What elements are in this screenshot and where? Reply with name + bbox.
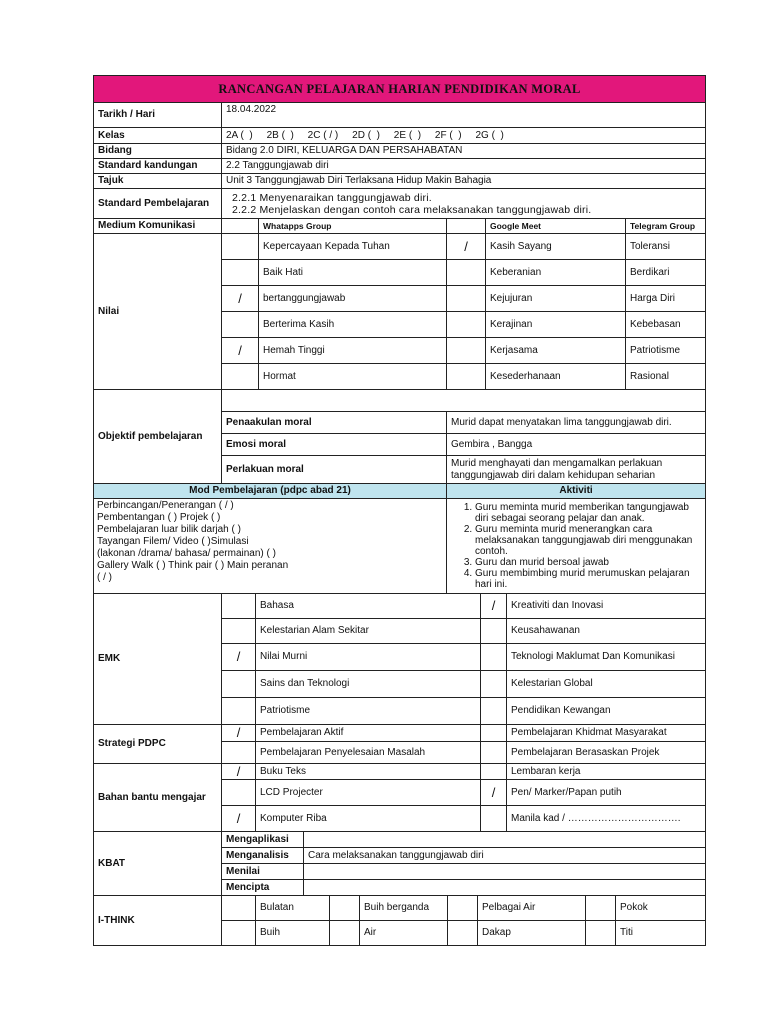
bahan-item: Lembaran kerja bbox=[507, 764, 706, 780]
nilai-item: Kebebasan bbox=[626, 312, 706, 338]
nilai-item: Keberanian bbox=[486, 260, 626, 286]
nilai-check[interactable] bbox=[447, 364, 486, 390]
nilai-item: Kesederhanaan bbox=[486, 364, 626, 390]
bahan-check[interactable]: / bbox=[222, 806, 256, 832]
emk-check[interactable] bbox=[222, 671, 256, 698]
emk-item: Nilai Murni bbox=[256, 644, 481, 671]
emk-check[interactable] bbox=[222, 619, 256, 644]
kelas-label: Kelas bbox=[94, 128, 222, 144]
emk-item: Kelestarian Global bbox=[507, 671, 706, 698]
ithink-item: Dakap bbox=[478, 921, 586, 946]
nilai-item: Patriotisme bbox=[626, 338, 706, 364]
page-title: RANCANGAN PELAJARAN HARIAN PENDIDIKAN MORAL bbox=[94, 76, 706, 103]
bahan-item: Manila kad / ……………………………. bbox=[507, 806, 706, 832]
nilai-check[interactable]: / bbox=[222, 338, 259, 364]
mod-line: Pembelajaran luar bilik darjah ( ) bbox=[97, 524, 241, 535]
aktiviti-list bbox=[447, 499, 706, 594]
emk-check[interactable] bbox=[481, 698, 507, 725]
ithink-table bbox=[93, 895, 706, 946]
nilai-item: Kerjasama bbox=[486, 338, 626, 364]
kbat-row-label: Mengaplikasi bbox=[222, 832, 304, 848]
bidang-label: Bidang bbox=[94, 144, 222, 159]
emk-check[interactable] bbox=[481, 619, 507, 644]
strategi-check[interactable]: / bbox=[222, 725, 256, 742]
nilai-item: Baik Hati bbox=[259, 260, 447, 286]
nilai-item: Kepercayaan Kepada Tuhan bbox=[259, 234, 447, 260]
ithink-item: Buih bbox=[256, 921, 330, 946]
objektif-blank bbox=[222, 390, 706, 412]
nilai-item: Hemah Tinggi bbox=[259, 338, 447, 364]
medium-option-whatsapp: Whatapps Group bbox=[259, 219, 447, 234]
mod-line: Tayangan Filem/ Video ( )Simulasi bbox=[97, 536, 249, 547]
nilai-check[interactable]: / bbox=[222, 286, 259, 312]
mod-line: Gallery Walk ( ) Think pair ( ) Main peranan bbox=[97, 560, 289, 571]
kbat-table bbox=[93, 831, 706, 896]
objektif-row-value: Gembira , Bangga bbox=[447, 434, 706, 456]
strategi-check[interactable] bbox=[222, 742, 256, 764]
nilai-item: Toleransi bbox=[626, 234, 706, 260]
mod-header: Mod Pembelajaran (pdpc abad 21) bbox=[94, 484, 447, 499]
strategi-item: Pembelajaran Berasaskan Projek bbox=[507, 742, 706, 764]
nilai-item: Hormat bbox=[259, 364, 447, 390]
tarikh-value: 18.04.2022 bbox=[222, 103, 706, 128]
standard-pembelajaran-item: 2.2.2 Menjelaskan dengan contoh cara melaksanakan tanggungjawab diri. bbox=[232, 203, 592, 216]
strategi-item: Pembelajaran Aktif bbox=[256, 725, 481, 742]
kbat-row-value bbox=[304, 864, 706, 880]
bahan-label: Bahan bantu mengajar bbox=[94, 764, 222, 832]
mod-list bbox=[94, 499, 447, 594]
kbat-row-label: Mencipta bbox=[222, 880, 304, 896]
tajuk-label: Tajuk bbox=[94, 174, 222, 189]
objektif-row-label: Perlakuan moral bbox=[222, 456, 447, 484]
kelas-value: 2A ( ) 2B ( ) 2C ( / ) 2D ( ) 2E ( ) 2F ( ) 2G ( ) bbox=[222, 128, 706, 144]
emk-check[interactable] bbox=[481, 644, 507, 671]
mod-line: (lakonan /drama/ bahasa/ permainan) ( ) bbox=[97, 548, 276, 559]
emk-check[interactable]: / bbox=[222, 644, 256, 671]
objektif-row-value: Murid menghayati dan mengamalkan perlakuan tanggungjawab diri dalam kehidupan seharian bbox=[447, 456, 706, 484]
bahan-check[interactable]: / bbox=[222, 764, 256, 780]
ithink-check[interactable] bbox=[448, 896, 478, 921]
mod-line: ( / ) bbox=[97, 572, 112, 583]
kbat-row-value bbox=[304, 880, 706, 896]
lesson-plan-table bbox=[93, 75, 706, 594]
tarikh-label: Tarikh / Hari bbox=[94, 103, 222, 128]
mod-line: Pembentangan ( ) Projek ( ) bbox=[97, 512, 221, 523]
nilai-check[interactable] bbox=[222, 234, 259, 260]
ithink-check[interactable] bbox=[222, 921, 256, 946]
bahan-check[interactable]: / bbox=[481, 780, 507, 806]
bahan-check[interactable] bbox=[222, 780, 256, 806]
objektif-row-label: Penaakulan moral bbox=[222, 412, 447, 434]
ithink-label: I-THINK bbox=[94, 896, 222, 946]
nilai-item: Berdikari bbox=[626, 260, 706, 286]
lesson-plan-sheet bbox=[93, 75, 705, 946]
strategi-check[interactable] bbox=[481, 742, 507, 764]
strategi-item: Pembelajaran Penyelesaian Masalah bbox=[256, 742, 481, 764]
nilai-item: Kasih Sayang bbox=[486, 234, 626, 260]
ithink-item: Titi bbox=[616, 921, 706, 946]
nilai-item: Berterima Kasih bbox=[259, 312, 447, 338]
strategi-item: Pembelajaran Khidmat Masyarakat bbox=[507, 725, 706, 742]
ithink-check[interactable] bbox=[586, 896, 616, 921]
ithink-check[interactable] bbox=[330, 921, 360, 946]
bidang-value: Bidang 2.0 DIRI, KELUARGA DAN PERSAHABATAN bbox=[222, 144, 706, 159]
strategi-label: Strategi PDPC bbox=[94, 725, 222, 764]
aktiviti-item: 2. Guru meminta murid menerangkan cara melaksanakan tanggungjawab diri menggunakan contoh. bbox=[475, 524, 701, 557]
ithink-item: Bulatan bbox=[256, 896, 330, 921]
mod-line: Perbincangan/Penerangan ( / ) bbox=[97, 500, 234, 511]
nilai-check[interactable] bbox=[447, 338, 486, 364]
ithink-item: Air bbox=[360, 921, 448, 946]
emk-check[interactable] bbox=[222, 698, 256, 725]
medium-option-meet: Google Meet bbox=[486, 219, 626, 234]
nilai-item: Kerajinan bbox=[486, 312, 626, 338]
objektif-label: Objektif pembelajaran bbox=[94, 390, 222, 484]
medium-check-meet[interactable] bbox=[447, 219, 486, 234]
nilai-item: bertanggungjawab bbox=[259, 286, 447, 312]
emk-item: Kelestarian Alam Sekitar bbox=[256, 619, 481, 644]
objektif-row-value: Murid dapat menyatakan lima tanggungjawab diri. bbox=[447, 412, 706, 434]
standard-kandungan-label: Standard kandungan bbox=[94, 159, 222, 174]
tajuk-value: Unit 3 Tanggungjawab Diri Terlaksana Hidup Makin Bahagia bbox=[222, 174, 706, 189]
nilai-check[interactable] bbox=[222, 260, 259, 286]
nilai-check[interactable] bbox=[222, 312, 259, 338]
emk-item: Pendidikan Kewangan bbox=[507, 698, 706, 725]
emk-item: Teknologi Maklumat Dan Komunikasi bbox=[507, 644, 706, 671]
kbat-row-value: Cara melaksanakan tanggungjawab diri bbox=[304, 848, 706, 864]
standard-pembelajaran-item: 2.2.1 Menyenaraikan tanggungjawab diri. bbox=[232, 191, 432, 204]
bahan-item: Buku Teks bbox=[256, 764, 481, 780]
kbat-label: KBAT bbox=[94, 832, 222, 896]
bahan-check[interactable] bbox=[481, 806, 507, 832]
aktiviti-header: Aktiviti bbox=[447, 484, 706, 499]
emk-check[interactable]: / bbox=[481, 594, 507, 619]
emk-item: Keusahawanan bbox=[507, 619, 706, 644]
bahan-item: Komputer Riba bbox=[256, 806, 481, 832]
nilai-item: Rasional bbox=[626, 364, 706, 390]
ithink-check[interactable] bbox=[330, 896, 360, 921]
lesson-plan-table-lower bbox=[93, 593, 706, 832]
kbat-row-value bbox=[304, 832, 706, 848]
emk-item: Kreativiti dan Inovasi bbox=[507, 594, 706, 619]
ithink-item: Pelbagai Air bbox=[478, 896, 586, 921]
emk-item: Sains dan Teknologi bbox=[256, 671, 481, 698]
kbat-row-label: Menganalisis bbox=[222, 848, 304, 864]
nilai-check[interactable] bbox=[447, 286, 486, 312]
ithink-check[interactable] bbox=[448, 921, 478, 946]
nilai-item: Kejujuran bbox=[486, 286, 626, 312]
medium-option-telegram: Telegram Group bbox=[626, 219, 706, 234]
nilai-check[interactable]: / bbox=[447, 234, 486, 260]
kbat-row-label: Menilai bbox=[222, 864, 304, 880]
nilai-check[interactable] bbox=[447, 260, 486, 286]
bahan-item: LCD Projecter bbox=[256, 780, 481, 806]
standard-kandungan-value: 2.2 Tanggungjawab diri bbox=[222, 159, 706, 174]
ithink-item: Pokok bbox=[616, 896, 706, 921]
bahan-check[interactable] bbox=[481, 764, 507, 780]
nilai-item: Harga Diri bbox=[626, 286, 706, 312]
aktiviti-item: 1. Guru meminta murid memberikan tangungjawab diri sebagai seorang pelajar dan anak. bbox=[475, 502, 701, 524]
aktiviti-item: 4. Guru membimbing murid merumuskan pelajaran hari ini. bbox=[475, 568, 701, 590]
emk-check[interactable] bbox=[481, 671, 507, 698]
standard-pembelajaran-label: Standard Pembelajaran bbox=[94, 189, 222, 219]
emk-check[interactable] bbox=[222, 594, 256, 619]
aktiviti-item: 3. Guru dan murid bersoal jawab bbox=[475, 557, 701, 568]
ithink-item: Buih berganda bbox=[360, 896, 448, 921]
ithink-check[interactable] bbox=[222, 896, 256, 921]
ithink-check[interactable] bbox=[586, 921, 616, 946]
medium-label: Medium Komunikasi bbox=[94, 219, 222, 234]
emk-label: EMK bbox=[94, 594, 222, 725]
objektif-row-label: Emosi moral bbox=[222, 434, 447, 456]
emk-item: Patriotisme bbox=[256, 698, 481, 725]
strategi-check[interactable] bbox=[481, 725, 507, 742]
nilai-check[interactable] bbox=[447, 312, 486, 338]
nilai-label: Nilai bbox=[94, 234, 222, 390]
emk-item: Bahasa bbox=[256, 594, 481, 619]
medium-check-whatsapp[interactable] bbox=[222, 219, 259, 234]
bahan-item: Pen/ Marker/Papan putih bbox=[507, 780, 706, 806]
nilai-check[interactable] bbox=[222, 364, 259, 390]
